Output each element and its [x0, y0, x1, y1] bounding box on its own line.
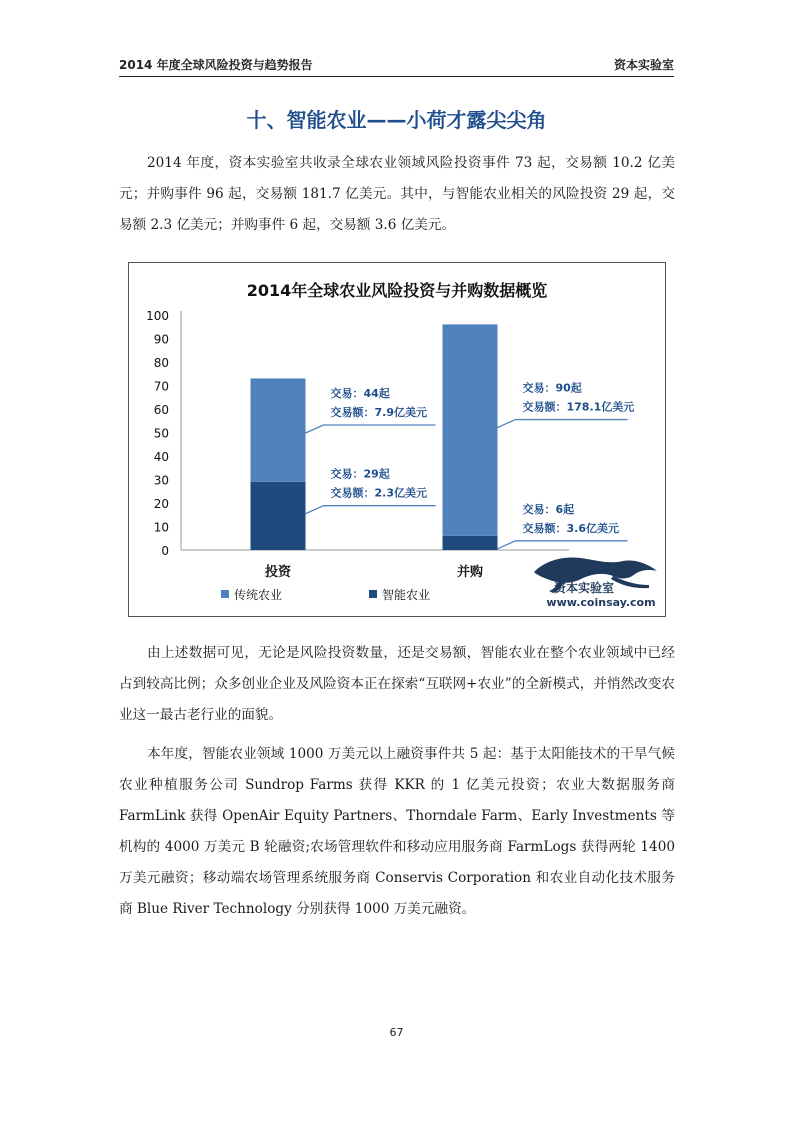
annotation-count: 交易：44起	[330, 386, 390, 400]
y-tick-label: 10	[153, 520, 169, 535]
bar-segment	[251, 378, 306, 481]
bar-segment	[251, 482, 306, 550]
logo-url: www.coinsay.com	[546, 596, 656, 609]
stacked-bar-chart	[129, 263, 665, 616]
page-number: 67	[389, 1026, 404, 1039]
logo-text: 资本实验室	[553, 581, 615, 595]
chart-title: 2014年全球农业风险投资与并购数据概览	[246, 281, 548, 300]
paragraph-intro: 2014 年度，资本实验室共收录全球农业领域风险投资事件 73 起，交易额 10.2 亿美元；并购事件 96 起，交易额 181.7 亿美元。其中，与智能农业相关的风险投资 29 起，交易额 2.3 亿美元；并购事件 6 起，交易额 3.6 亿美元。	[119, 155, 675, 233]
annotation-amount: 交易额：2.3亿美元	[330, 486, 427, 500]
header-org-name: 资本实验室	[613, 58, 674, 72]
y-tick-label: 100	[146, 309, 169, 323]
legend-label: 传统农业	[234, 588, 283, 602]
annotation-leader-line	[306, 425, 436, 433]
annotation-amount: 交易额：3.6亿美元	[522, 521, 619, 535]
paragraph-analysis: 由上述数据可见，无论是风险投资数量，还是交易额，智能农业在整个农业领域中已经占到较高比例；众多创业企业及风险资本正在探索“互联网+农业”的全新模式，并悄然改变农业这一最古老行业的面貌。	[119, 645, 675, 723]
y-tick-label: 50	[153, 426, 169, 441]
bar-segment	[443, 324, 498, 536]
chart-container	[128, 262, 666, 617]
y-tick-label: 80	[153, 356, 169, 370]
bar-segment	[443, 536, 498, 550]
x-category-label: 并购	[456, 565, 484, 580]
y-tick-label: 90	[153, 332, 169, 347]
y-tick-label: 30	[153, 473, 169, 488]
annotation-leader-line	[498, 420, 628, 428]
annotation-amount: 交易额：178.1亿美元	[522, 400, 635, 414]
y-tick-label: 40	[153, 450, 169, 464]
annotation-leader-line	[306, 506, 436, 514]
section-title: 十、智能农业——小荷才露尖尖角	[246, 108, 547, 132]
header-report-title: 2014 年度全球风险投资与趋势报告	[119, 58, 313, 72]
y-tick-label: 60	[153, 403, 169, 417]
x-category-label: 投资	[264, 565, 292, 580]
y-tick-label: 70	[153, 379, 169, 394]
y-tick-label: 20	[153, 497, 169, 511]
chart-bars	[251, 324, 498, 550]
legend-label: 智能农业	[382, 588, 431, 602]
legend-swatch	[221, 590, 229, 598]
panther-logo-icon	[534, 558, 657, 583]
y-tick-label: 0	[161, 544, 169, 558]
header-divider	[119, 76, 674, 77]
chart-axes	[146, 309, 569, 580]
paragraph-deals: 本年度，智能农业领域 1000 万美元以上融资事件共 5 起：基于太阳能技术的干旱气候农业种植服务公司 Sundrop Farms 获得 KKR 的 1 亿美元投资；农业大数据服务商 FarmLink 获得 OpenAir Equity Partners、Thorndale Farm、Early Investments 等机构的 4000 万美元 B 轮融资;农场管理软件和移动应用服务商 FarmLogs 获得两轮 1400 万美元融资；移动端农场管理系统服务商 Conservis Corporation 和农业自动化技术服务商 Blue River Technology 分别获得 1000 万美元融资。	[119, 746, 675, 917]
page-header	[119, 54, 674, 74]
annotation-leader-line	[498, 541, 628, 549]
legend-swatch	[369, 590, 377, 598]
coinsay-logo	[534, 558, 657, 609]
chart-legend	[221, 587, 430, 602]
annotation-amount: 交易额：7.9亿美元	[330, 405, 427, 419]
annotation-count: 交易：29起	[330, 467, 390, 481]
annotation-count: 交易：90起	[522, 381, 582, 395]
annotation-count: 交易：6起	[522, 502, 575, 516]
